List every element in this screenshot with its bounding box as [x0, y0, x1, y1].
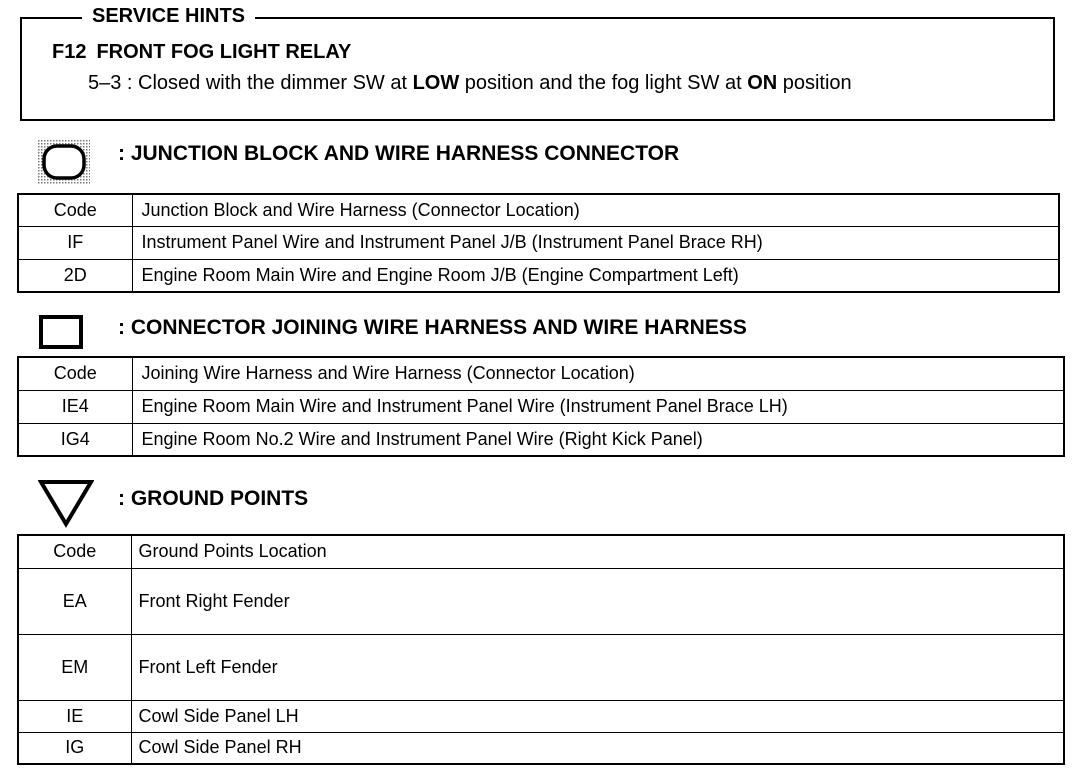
connector-box-icon [38, 314, 84, 350]
row-desc: Instrument Panel Wire and Instrument Panel J/B (Instrument Panel Brace RH) [132, 226, 1059, 259]
row-code: IG4 [18, 423, 132, 456]
row-desc: Engine Room No.2 Wire and Instrument Panel Wire (Right Kick Panel) [132, 423, 1064, 456]
service-hints-title: SERVICE HINTS [82, 4, 255, 28]
row-code: IE [18, 700, 131, 732]
ground-table [17, 534, 1065, 765]
table-row [18, 732, 1064, 764]
table-header-row [18, 535, 1064, 568]
row-desc: Front Left Fender [131, 634, 1064, 700]
table-header-row [18, 194, 1059, 226]
header-desc: Joining Wire Harness and Wire Harness (Connector Location) [132, 357, 1064, 390]
table-row [18, 568, 1064, 634]
hint-pins: 5–3 [88, 72, 122, 94]
row-desc: Cowl Side Panel RH [131, 732, 1064, 764]
connector-heading: : CONNECTOR JOINING WIRE HARNESS AND WIRE HARNESS [118, 316, 747, 339]
junction-block-icon [38, 140, 90, 184]
junction-heading: : JUNCTION BLOCK AND WIRE HARNESS CONNECTOR [118, 142, 680, 165]
row-code: IF [18, 226, 132, 259]
row-desc: Cowl Side Panel LH [131, 700, 1064, 732]
row-code: 2D [18, 259, 132, 292]
hint-heading [52, 39, 351, 65]
hint-item-name: FRONT FOG LIGHT RELAY [96, 41, 352, 63]
header-code: Code [18, 194, 132, 226]
row-desc: Engine Room Main Wire and Instrument Panel Wire (Instrument Panel Brace LH) [132, 390, 1064, 423]
row-code: IE4 [18, 390, 132, 423]
table-header-row [18, 357, 1064, 390]
table-row [18, 259, 1059, 292]
hint-bold-on: ON [747, 72, 778, 94]
row-code: IG [18, 732, 131, 764]
connector-table [17, 356, 1065, 457]
table-row [18, 700, 1064, 732]
row-code: EA [18, 568, 131, 634]
hint-text-3: position [777, 72, 852, 94]
row-desc: Front Right Fender [131, 568, 1064, 634]
header-code: Code [18, 357, 132, 390]
ground-triangle-icon [38, 478, 94, 528]
hint-item-code: F12 [52, 41, 87, 63]
table-row [18, 634, 1064, 700]
junction-table [17, 193, 1060, 293]
hint-text-1: : Closed with the dimmer SW at [121, 72, 413, 94]
row-desc: Engine Room Main Wire and Engine Room J/B (Engine Compartment Left) [132, 259, 1059, 292]
hint-line [88, 70, 852, 96]
hint-bold-low: LOW [412, 72, 460, 94]
row-code: EM [18, 634, 131, 700]
table-row [18, 390, 1064, 423]
ground-heading: : GROUND POINTS [118, 487, 309, 510]
header-code: Code [18, 535, 131, 568]
service-hints-box [20, 17, 1055, 121]
hint-text-2: position and the fog light SW at [459, 72, 748, 94]
table-row [18, 226, 1059, 259]
header-desc: Junction Block and Wire Harness (Connector Location) [132, 194, 1059, 226]
header-desc: Ground Points Location [131, 535, 1064, 568]
table-row [18, 423, 1064, 456]
